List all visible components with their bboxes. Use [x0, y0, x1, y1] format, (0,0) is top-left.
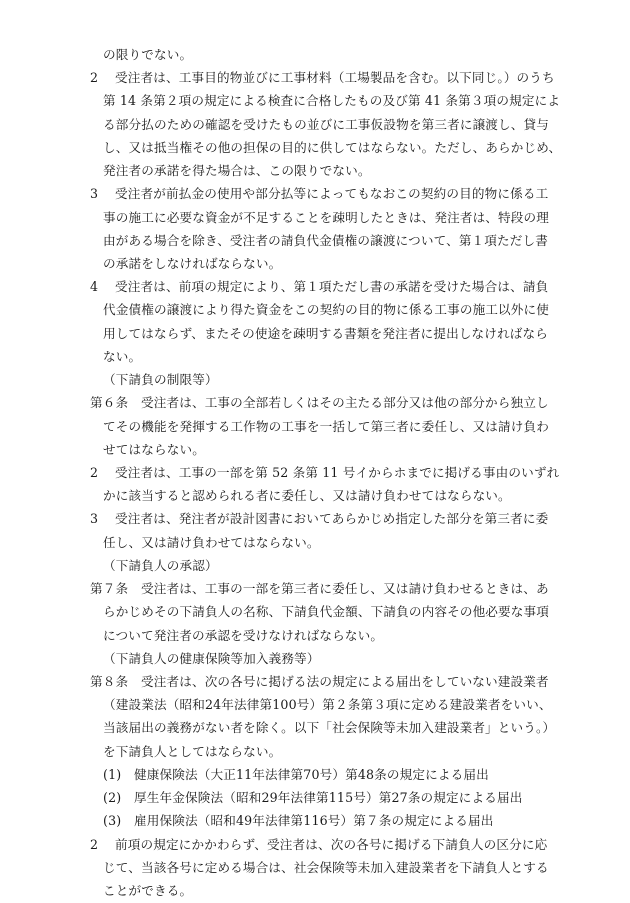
paragraph-3-line: 3 受注者は、発注者が設計図書においてあらかじめ指定した部分を第三者に委: [90, 511, 549, 526]
paragraph-2-line: 2 前項の規定にかかわらず、受注者は、次の各号に掲げる下請負人の区分に応: [90, 837, 548, 852]
section-heading: （下請負人の健康保険等加入義務等）: [103, 651, 320, 666]
text-line: せてはならない。: [103, 442, 205, 457]
text-line: 用してはならず、またその使途を疎明する書類を発注者に提出しなければなら: [103, 326, 549, 341]
text-line: じて、当該各号に定める場合は、社会保険等未加入建設業者を下請負人とする: [103, 860, 549, 875]
paragraph-2-line: 2 受注者は、工事目的物並びに工事材料（工場製品を含む。以下同じ。）のうち: [90, 70, 555, 85]
section-heading: （下請負人の承認）: [103, 558, 218, 573]
text-line: らかじめその下請負人の名称、下請負代金額、下請負の内容その他必要な事項: [103, 604, 550, 619]
text-line: ない。: [103, 349, 142, 364]
article-6-line: 第６条 受注者は、工事の全部若しくはその主たる部分又は他の部分から独立し: [90, 395, 549, 410]
text-line: 発注者の承諾を得た場合は、この限りでない。: [103, 163, 371, 178]
text-line: 当該届出の義務がない者を除く。以下「社会保険等未加入建設業者」という。）: [103, 720, 556, 735]
text-line: について発注者の承認を受けなければならない。: [103, 628, 384, 643]
text-line: てその機能を発揮する工作物の工事を一括して第三者に委任し、又は請け負わ: [103, 419, 550, 434]
text-line: 第 14 条第２項の規定による検査に合格したもの及び第 41 条第３項の規定によ: [103, 93, 561, 108]
article-7-line: 第７条 受注者は、工事の一部を第三者に委任し、又は請け負わせるときは、あ: [90, 581, 549, 596]
list-item-2: (2) 厚生年金保険法（昭和29年法律第115号）第27条の規定による届出: [103, 790, 523, 805]
paragraph-4-line: 4 受注者は、前項の規定により、第１項ただし書の承諾を受けた場合は、請負: [90, 279, 549, 294]
text-line: かに該当すると認められる者に委任し、又は請け負わせてはならない。: [103, 488, 511, 503]
text-line: 事の施工に必要な資金が不足することを疎明したときは、発注者は、特段の理: [103, 210, 550, 225]
section-heading: （下請負の制限等）: [103, 372, 218, 387]
text-line: ことができる。: [103, 883, 193, 898]
article-8-line: 第８条 受注者は、次の各号に掲げる法の規定による届出をしていない建設業者: [90, 674, 549, 689]
text-line: の限りでない。: [103, 47, 193, 62]
text-line: を下請負人としてはならない。: [103, 744, 282, 759]
text-line: （建設業法（昭和24年法律第100号）第２条第３項に定める建設業者をいい、: [103, 697, 552, 712]
paragraph-2-line: 2 受注者は、工事の一部を第 52 条第 11 号イからホまでに掲げる事由のいずれ: [90, 465, 560, 480]
paragraph-3-line: 3 受注者が前払金の使用や部分払等によってもなおこの契約の目的物に係る工: [90, 186, 549, 201]
list-item-1: (1) 健康保険法（大正11年法律第70号）第48条の規定による届出: [103, 767, 489, 782]
list-item-3: (3) 雇用保険法（昭和49年法律第116号）第７条の規定による届出: [103, 813, 494, 828]
text-line: 代金債権の譲渡により得た資金をこの契約の目的物に係る工事の施工以外に使: [103, 302, 550, 317]
text-line: る部分払のための確認を受けたもの並びに工事仮設物を第三者に譲渡し、貸与: [103, 117, 550, 132]
text-line: 由がある場合を除き、受注者の請負代金債権の譲渡について、第１項ただし書: [103, 233, 549, 248]
text-line: の承諾をしなければならない。: [103, 256, 282, 271]
text-line: 任し、又は請け負わせてはならない。: [103, 535, 320, 550]
text-line: し、又は抵当権その他の担保の目的に供してはならない。ただし、あらかじめ、: [103, 140, 562, 155]
